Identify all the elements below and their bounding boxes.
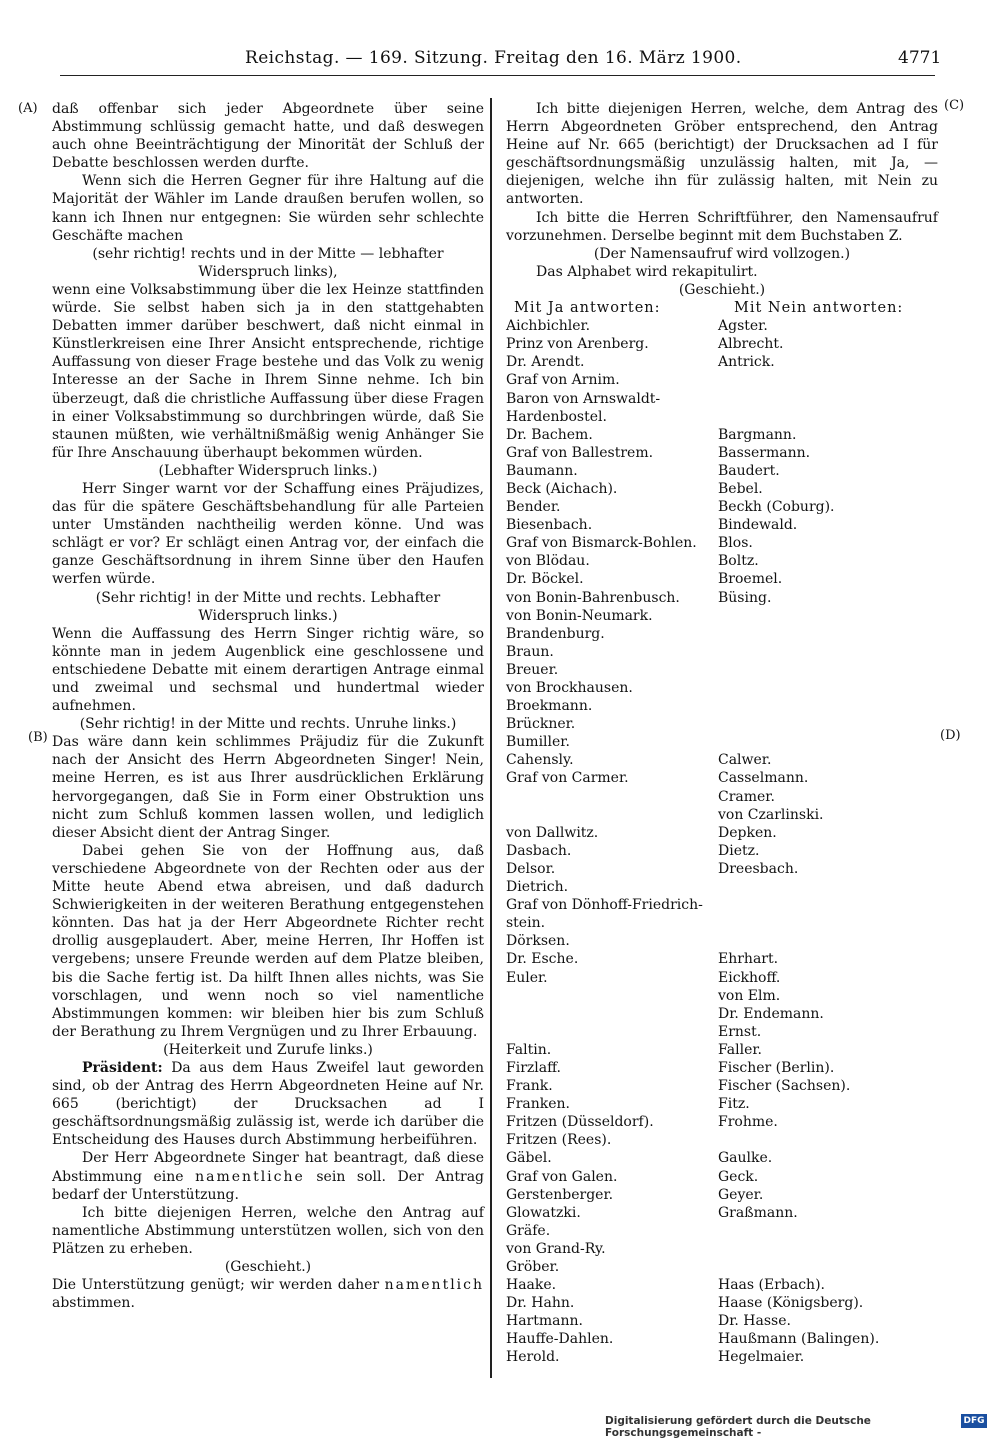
table-row (506, 462, 938, 480)
table-row (506, 932, 938, 950)
name-ja: von Blödau. (506, 553, 590, 570)
name-nein: Blos. (718, 535, 753, 552)
table-row (506, 643, 938, 661)
name-nein: Haas (Erbach). (718, 1277, 825, 1294)
page-header (0, 48, 1000, 72)
table-row (506, 896, 938, 914)
table-row (506, 1059, 938, 1077)
name-nein: Bargmann. (718, 426, 797, 443)
name-nein: Bebel. (718, 480, 763, 497)
name-ja: Haake. (506, 1277, 557, 1294)
name-ja: Glowatzki. (506, 1204, 581, 1221)
name-ja: Aichbichler. (506, 318, 591, 335)
heading-nein: Mit Nein antworten: (734, 300, 904, 317)
name-ja: Beck (Aichach). (506, 480, 618, 497)
name-ja: Brandenburg. (506, 625, 605, 642)
interjection: (Heiterkeit und Zurufe links.) (163, 1041, 373, 1058)
right-column (506, 100, 938, 1367)
table-row (506, 498, 938, 516)
table-row (506, 842, 938, 860)
table-row (506, 751, 938, 769)
note: (Der Namensaufruf wird vollzogen.) (593, 245, 851, 262)
name-ja: Faltin. (506, 1041, 552, 1058)
name-ja: Graf von Dönhoff-Friedrich- (506, 897, 703, 914)
table-row (506, 480, 938, 498)
emphasis: namentlich (384, 1277, 485, 1294)
name-nein: Geck. (718, 1168, 759, 1185)
name-ja: Fritzen (Düsseldorf). (506, 1114, 654, 1131)
name-nein: Ernst. (718, 1023, 762, 1040)
name-ja: Biesenbach. (506, 517, 593, 534)
table-row (506, 824, 938, 842)
name-ja (506, 1023, 718, 1041)
paragraph: Herr Singer warnt vor der Schaffung eines Präjudizes, das für die spätere Geschäftsbehandlung für alle Parteien unter Umständen nachtheilig werden könne. Und was schlägt er vor? Er schlägt einen Antrag vor, der einfach die ganze Geschäftsordnung in ihrem Sinne über den Haufen werfen würde. (52, 480, 484, 588)
table-row (506, 426, 938, 444)
table-row (506, 607, 938, 625)
name-nein: Antrick. (718, 354, 775, 371)
name-ja: Hauffe-Dahlen. (506, 1331, 614, 1348)
name-nein: Büsing. (718, 589, 772, 606)
name-ja: Bender. (506, 499, 561, 516)
table-row (506, 1113, 938, 1131)
table-row (506, 1149, 938, 1167)
paragraph: Ich bitte die Herren Schriftführer, den Namensaufruf vorzunehmen. Derselbe beginnt mit dem Buchstaben Z. (506, 209, 938, 244)
name-nein (718, 733, 938, 751)
name-ja: Gerstenberger. (506, 1186, 614, 1203)
name-nein (718, 408, 938, 426)
name-nein: Cramer. (718, 788, 775, 805)
name-ja: Graf von Arnim. (506, 372, 620, 389)
name-nein (718, 1258, 938, 1276)
paragraph-text: Da aus dem Haus Zweifel laut geworden sind, ob der Antrag des Herrn Abgeordneten Heine auf Nr. 665 (berichtigt) der Drucksachen ad I geschäftsordnungsmäßig zulässig ist, werde ich darüber die Entscheidung des Hauses durch Abstimmung herbeiführen. (52, 1059, 485, 1149)
name-ja (506, 1005, 718, 1023)
heading-ja: Mit Ja antworten: (514, 300, 661, 317)
table-row (506, 1348, 938, 1366)
interjection: (Sehr richtig! in der Mitte und rechts. Unruhe links.) (79, 716, 457, 733)
name-nein: Broemel. (718, 571, 783, 588)
table-row (506, 1041, 938, 1059)
president-paragraph (52, 1059, 484, 1149)
name-ja: von Bonin-Bahrenbusch. (506, 589, 680, 606)
name-nein (718, 914, 938, 932)
name-nein: Dr. Endemann. (718, 1005, 824, 1022)
name-ja: Dr. Arendt. (506, 354, 585, 371)
paragraph-text: Der Herr Abgeordnete Singer hat beantragt, daß diese Abstimmung eine (52, 1150, 484, 1185)
name-nein: Graßmann. (718, 1204, 798, 1221)
name-ja: Gräfe. (506, 1222, 551, 1239)
column-divider (490, 98, 492, 1378)
table-row (506, 570, 938, 588)
name-ja (506, 788, 718, 806)
name-ja: stein. (506, 915, 546, 932)
name-nein: Baudert. (718, 462, 780, 479)
name-nein (718, 371, 938, 389)
table-row (506, 987, 938, 1005)
name-nein (718, 1222, 938, 1240)
name-ja: Broekmann. (506, 698, 593, 715)
name-ja: Braun. (506, 643, 554, 660)
name-ja: Cahensly. (506, 752, 574, 769)
paragraph: Wenn die Auffassung des Herrn Singer richtig wäre, so könnte man in jedem Augenblick eine geschlossene und entschiedene Debatte mit einem derartigen Antrage einmal und zweimal und sechsmal und hundertmal wieder aufnehmen. (52, 625, 484, 715)
name-ja: Hardenbostel. (506, 408, 607, 425)
name-nein: Casselmann. (718, 770, 809, 787)
table-row (506, 1131, 938, 1149)
emphasis: namentliche (195, 1168, 305, 1185)
table-row (506, 1077, 938, 1095)
name-ja: Gröber. (506, 1259, 560, 1275)
paragraph-text: sein soll. Der Antrag bedarf der Unterstützung. (52, 1168, 485, 1203)
name-nein (718, 625, 938, 643)
name-nein (718, 390, 938, 408)
name-ja: Dr. Esche. (506, 951, 579, 968)
table-row (506, 806, 938, 824)
interjection: (Geschieht.) (224, 1259, 312, 1275)
name-nein: Faller. (718, 1041, 762, 1058)
name-ja: Bumiller. (506, 734, 570, 751)
table-row (506, 1240, 938, 1258)
vote-table (506, 317, 938, 1366)
paragraph: Ich bitte diejenigen Herren, welche, dem Antrag des Herrn Abgeordneten Gröber entsprechend, den Antrag Heine auf Nr. 665 (berichtigt) der Drucksachen ad I für geschäftsordnungsmäßig unzulässig halten, mit Ja, — diejenigen, welche ihn für zulässig halten, mit Nein zu antworten. (506, 101, 938, 208)
name-ja: Euler. (506, 969, 548, 986)
name-ja: Frank. (506, 1078, 553, 1095)
table-row (506, 444, 938, 462)
name-nein (718, 715, 938, 733)
name-nein: Dr. Hasse. (718, 1313, 791, 1330)
table-row (506, 1222, 938, 1240)
name-ja (506, 987, 718, 1005)
table-row (506, 1186, 938, 1204)
paragraph: daß offenbar sich jeder Abgeordnete über seine Abstimmung schlüssig gemacht hatte, und daß deswegen auch ohne Beeinträchtigung der Minorität der Schluß der Debatte beschlossen werden durfte. (52, 101, 484, 172)
table-row (506, 1204, 938, 1222)
name-nein (718, 643, 938, 661)
table-row (506, 408, 938, 426)
name-ja: Graf von Ballestrem. (506, 444, 654, 461)
name-ja: Baron von Arnswaldt- (506, 390, 661, 407)
name-nein: Gaulke. (718, 1150, 773, 1167)
table-row (506, 914, 938, 932)
name-ja: Delsor. (506, 860, 556, 877)
table-row (506, 516, 938, 534)
table-row (506, 1168, 938, 1186)
name-nein: Fitz. (718, 1096, 750, 1113)
name-ja: Herold. (506, 1349, 560, 1366)
name-nein (718, 697, 938, 715)
paragraph (52, 1276, 484, 1312)
name-nein (718, 932, 938, 950)
name-nein: Bindewald. (718, 517, 798, 534)
table-row (506, 1294, 938, 1312)
note: (Geschieht.) (678, 281, 766, 298)
paragraph: Ich bitte diejenigen Herren, welche den Antrag auf namentliche Abstimmung unterstützen wollen, sich von den Plätzen zu erheben. (52, 1204, 484, 1257)
name-nein: von Elm. (718, 987, 781, 1004)
name-ja: Brückner. (506, 716, 576, 733)
name-nein: Depken. (718, 824, 777, 841)
name-ja: Prinz von Arenberg. (506, 336, 649, 353)
name-nein: Haase (Königsberg). (718, 1295, 864, 1312)
name-ja: Hartmann. (506, 1313, 583, 1330)
name-ja: Dr. Hahn. (506, 1295, 575, 1312)
name-nein (718, 679, 938, 697)
table-row (506, 1330, 938, 1348)
name-nein: Calwer. (718, 752, 772, 769)
name-nein (718, 1240, 938, 1258)
margin-marker-c: (C) (944, 98, 965, 113)
name-nein (718, 661, 938, 679)
table-row (506, 1023, 938, 1041)
name-ja: Dörksen. (506, 933, 570, 950)
name-nein: Frohme. (718, 1114, 778, 1131)
name-nein: Ehrhart. (718, 951, 779, 968)
name-nein: Agster. (718, 318, 768, 335)
left-column (52, 100, 484, 1312)
margin-marker-b: (B) (28, 730, 48, 745)
table-row (506, 317, 938, 335)
name-ja: Gäbel. (506, 1150, 552, 1167)
name-nein: Boltz. (718, 553, 759, 570)
interjection: (Sehr richtig! in der Mitte und rechts. Lebhafter Widerspruch links.) (95, 589, 441, 624)
header-rule (60, 75, 935, 76)
name-nein (718, 607, 938, 625)
table-row (506, 1312, 938, 1330)
name-nein: Geyer. (718, 1186, 764, 1203)
margin-marker-d: (D) (940, 728, 961, 743)
name-ja: Firzlaff. (506, 1059, 561, 1076)
name-ja: Fritzen (Rees). (506, 1132, 612, 1149)
name-ja: Graf von Carmer. (506, 770, 629, 787)
table-row (506, 715, 938, 733)
name-ja: Dasbach. (506, 842, 572, 859)
name-ja: Franken. (506, 1096, 571, 1113)
name-nein (718, 1131, 938, 1149)
table-row (506, 697, 938, 715)
table-row (506, 534, 938, 552)
name-nein: Albrecht. (718, 336, 784, 353)
name-ja: Breuer. (506, 661, 559, 678)
table-row (506, 371, 938, 389)
table-row (506, 769, 938, 787)
table-row (506, 1258, 938, 1276)
table-row (506, 788, 938, 806)
table-row (506, 552, 938, 570)
table-row (506, 1095, 938, 1113)
margin-marker-a: (A) (18, 101, 38, 116)
table-row (506, 969, 938, 987)
name-ja: Graf von Galen. (506, 1168, 618, 1185)
page-number: 4771 (898, 48, 942, 68)
paragraph-text: abstimmen. (52, 1295, 135, 1312)
paragraph: Dabei gehen Sie von der Hoffnung aus, daß verschiedene Abgeordnete von der Rechten oder aus der Mitte heute Abend etwa abreisen, und daß dadurch Schwierigkeiten in der weiteren Berathung entgegenstehen könnten. Das hat ja der Herr Abgeordnete Richter recht drollig ausgeplaudert. Aber, meine Herren, Ihr Hoffen ist vergebens; unsere Freunde werden auf dem Platze bleiben, bis die Sache fertig ist. Da hilft Ihnen alles nichts, was Sie vorschlagen, und wenn noch so viel namentliche Abstimmungen kommen: wir bleiben hier bis zum Schluß der Berathung zu Ihrem Vergnügen und zu Ihrer Erbauung. (52, 842, 484, 1040)
name-nein: Fischer (Berlin). (718, 1059, 835, 1076)
interjection: (Lebhafter Widerspruch links.) (158, 462, 378, 479)
dfg-logo: DFG (961, 1414, 987, 1428)
running-title: Reichstag. — 169. Sitzung. Freitag den 16. März 1900. (245, 48, 742, 68)
interjection: (sehr richtig! rechts und in der Mitte — lebhafter Widerspruch links), (92, 245, 444, 280)
name-ja: Dr. Böckel. (506, 571, 584, 588)
name-nein: Eickhoff. (718, 969, 781, 986)
paragraph-text: Die Unterstützung genügt; wir werden daher (52, 1277, 380, 1294)
name-nein (718, 896, 938, 914)
table-row (506, 679, 938, 697)
table-row (506, 733, 938, 751)
name-nein (718, 878, 938, 896)
name-ja (506, 806, 718, 824)
name-ja: Dietrich. (506, 879, 569, 896)
note: Das Alphabet wird rekapitulirt. (536, 263, 758, 280)
table-row (506, 625, 938, 643)
name-nein: von Czarlinski. (718, 806, 824, 823)
speaker-label: Präsident: (82, 1059, 163, 1076)
name-nein: Dietz. (718, 842, 760, 859)
name-nein: Dreesbach. (718, 860, 799, 877)
table-row (506, 1276, 938, 1294)
name-ja: von Bonin-Neumark. (506, 607, 653, 624)
footer-credit: Digitalisierung gefördert durch die Deutsche Forschungsgemeinschaft - (605, 1415, 871, 1439)
paragraph: Wenn sich die Herren Gegner für ihre Haltung auf die Majorität der Wähler im Lande draußen berufen wollen, so kann ich Ihnen nur entgegnen: Sie würden sehr schlechte Geschäfte machen (52, 173, 484, 244)
name-nein: Haußmann (Balingen). (718, 1331, 880, 1348)
paragraph (52, 1149, 484, 1203)
name-nein: Fischer (Sachsen). (718, 1078, 851, 1095)
name-ja: Graf von Bismarck-Bohlen. (506, 535, 697, 552)
table-row (506, 661, 938, 679)
table-row (506, 353, 938, 371)
table-row (506, 860, 938, 878)
name-nein: Beckh (Coburg). (718, 499, 835, 516)
name-nein: Bassermann. (718, 444, 811, 461)
name-ja: Baumann. (506, 462, 578, 479)
name-ja: von Grand-Ry. (506, 1240, 606, 1257)
table-row (506, 589, 938, 607)
table-row (506, 1005, 938, 1023)
name-nein: Hegelmaier. (718, 1349, 805, 1366)
paragraph: wenn eine Volksabstimmung über die lex Heinze stattfinden würde. Sie selbst haben sich ja in den stattgehabten Debatten immer darüber beschwert, daß nicht einmal in Künstlerkreisen eine Ihrer Ansicht entsprechende, richtige Auffassung von dieser Frage bestehe und das Volk zu wenig Interesse an der Sache in Ihrem Sinne nehme. Ich bin überzeugt, daß die christliche Auffassung über diese Fragen in einer Volksabstimmung so durchbringen würde, daß Sie staunen müßten, wie verhältnißmäßig wenig Anhänger Sie für Ihre Anschauung überhaupt bekommen würden. (52, 281, 484, 461)
table-row (506, 390, 938, 408)
vote-headings (506, 299, 938, 317)
name-ja: von Brockhausen. (506, 680, 633, 696)
paragraph: Das wäre dann kein schlimmes Präjudiz für die Zukunft nach der Ansicht des Herrn Abgeordneten Singer! Nein, meine Herren, es ist aus Ihrer ausdrücklichen Erklärung hervorgegangen, daß Sie in Form einer Obstruktion uns nicht zum Schluß kommen lassen wollen, und lediglich dieser Absicht dient der Antrag Singer. (52, 734, 484, 841)
table-row (506, 878, 938, 896)
name-ja: Dr. Bachem. (506, 426, 593, 443)
table-row (506, 950, 938, 968)
name-ja: von Dallwitz. (506, 824, 599, 841)
table-row (506, 335, 938, 353)
